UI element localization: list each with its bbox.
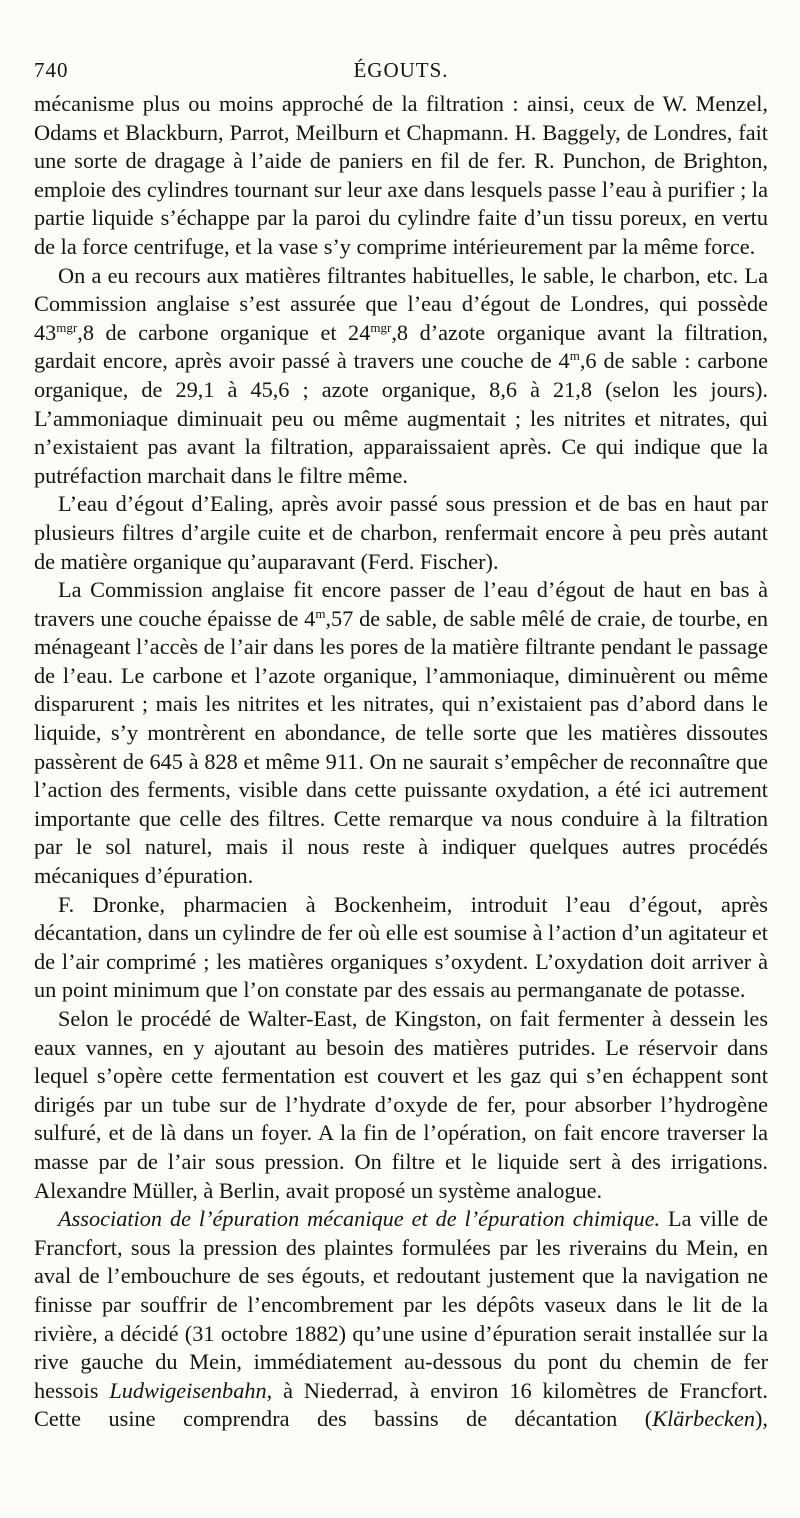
unit-superscript: mgr bbox=[56, 319, 78, 335]
text-run: ,57 de sable, de sable mêlé de craie, de tourbe, en ménageant l’accès de l’air dans les pores de la matière filtrante pendant le passage de l’eau. Le carbone et l’azote organique, l’ammoniaque, diminuèrent ou même disparurent ; mais les nitrites et les nitrates, qui n’existaient pas d’abord dans le liquide, s’y montrèrent en abondance, de telle sorte que les matières dissoutes passèrent de 645 à 828 et même 911. On ne saurait s’empêcher de reconnaître que l’action des ferments, visible dans cette puissante oxydation, a été ici autrement importante que celle des filtres. Cette remarque va nous conduire à la filtration par le sol naturel, mais il nous reste à indiquer quelques autres procédés mécaniques d’épuration. bbox=[34, 605, 768, 889]
text-run: La Commission anglaise fit encore passer de l’eau d’égout de haut en bas à travers une couche épaisse de 4 bbox=[34, 577, 768, 631]
paragraph-1: mécanisme plus ou moins approché de la filtration : ainsi, ceux de W. Menzel, Odams et Blackburn, Parrot, Meilburn et Chapmann. H. Baggely, de Londres, fait une sorte de dragage à l’aide de paniers en fil de fer. R. Punchon, de Brighton, emploie des cylindres tournant sur leur axe dans lesquels passe l’eau à purifier ; la partie liquide s’échappe par la paroi du cylindre faite d’un tissu poreux, en vertu de la force centrifuge, et la vase s’y comprime intérieurement par la même force. bbox=[34, 91, 768, 259]
text-run: , à Niederrad, à environ 16 kilomètres de Francfort. Cette usine comprendra des bassins de décantation ( bbox=[34, 1377, 768, 1432]
paragraph-2 bbox=[34, 262, 768, 491]
page-number: 740 bbox=[34, 58, 69, 82]
section-heading: Association de l’épuration mécanique et de l’épuration chimique. bbox=[58, 1206, 661, 1232]
paragraph-7 bbox=[34, 1205, 768, 1434]
text-run: ), bbox=[755, 1406, 768, 1432]
text-run: ,8 d’azote organique avant la filtration, gardait encore, après avoir passé à travers une couche de 4 bbox=[34, 319, 768, 374]
paragraph-3: L’eau d’égout d’Ealing, après avoir passé sous pression et de bas en haut par plusieurs filtres d’argile cuite et de charbon, renfermait encore à peu près autant de matière organique qu’auparavant (Ferd. Fischer). bbox=[34, 491, 768, 574]
unit-superscript: mgr bbox=[370, 319, 392, 335]
text-run: La ville de Francfort, sous la pression des plaintes formulées par les riverains du Mein, en aval de l’embouchure de ses égouts, et redoutant justement que la navigation ne finisse par souffrir de l’encombrement par les dépôts vaseux dans le lit de la rivière, a décidé (31 octobre 1882) qu’une usine d’épuration serait installée sur la rive gauche du Mein, immédiatement au-dessous du pont du chemin de fer hessois bbox=[34, 1206, 768, 1403]
paragraph-5: F. Dronke, pharmacien à Bockenheim, introduit l’eau d’égout, après décantation, dans un cylindre de fer où elle est soumise à l’action d’un agitateur et de l’air comprimé ; les matières organiques s’oxydent. L’oxydation doit arriver à un point minimum que l’on constate par des essais au permanganate de potasse. bbox=[34, 891, 768, 1003]
text-run: On a eu recours aux matières filtrantes habituelles, le sable, le charbon, etc. La Commission anglaise s’est assurée que l’eau d’égout de Londres, qui possède 43 bbox=[34, 262, 768, 345]
italic-term: Klärbecken bbox=[652, 1406, 755, 1432]
page-header bbox=[34, 52, 768, 90]
unit-superscript: m bbox=[569, 348, 580, 364]
text-run: ,6 de sable : carbone organique, de 29,1 à 45,6 ; azote organique, 8,6 à 21,8 (selon les jours). L’ammoniaque diminuait peu ou même augmentait ; les nitrites et nitrates, qui n’existaient pas avant la filtration, apparaissaient après. Ce qui indique que la putréfaction marchait dans le filtre même. bbox=[34, 348, 768, 488]
body-text bbox=[34, 90, 768, 1434]
text-run: ,8 de carbone organique et 24 bbox=[77, 319, 371, 345]
paragraph-6: Selon le procédé de Walter-East, de Kingston, on fait fermenter à dessein les eaux vannes, en y ajoutant au besoin des matières putrides. Le réservoir dans lequel s’opère cette fermentation est couvert et les gaz qui s’en échappent sont dirigés par un tube sur de l’hydrate d’oxyde de fer, pour absorber l’hydrogène sulfuré, et de là dans un foyer. A la fin de l’opération, on fait encore traverser la masse par de l’air sous pression. On filtre et le liquide sert à des irrigations. Alexandre Müller, à Berlin, avait proposé un système analogue. bbox=[34, 1006, 768, 1203]
paragraph-4 bbox=[34, 576, 768, 891]
unit-superscript: m bbox=[315, 605, 326, 621]
running-title: ÉGOUTS. bbox=[353, 58, 449, 82]
italic-term: Ludwigeisenbahn bbox=[109, 1377, 267, 1403]
